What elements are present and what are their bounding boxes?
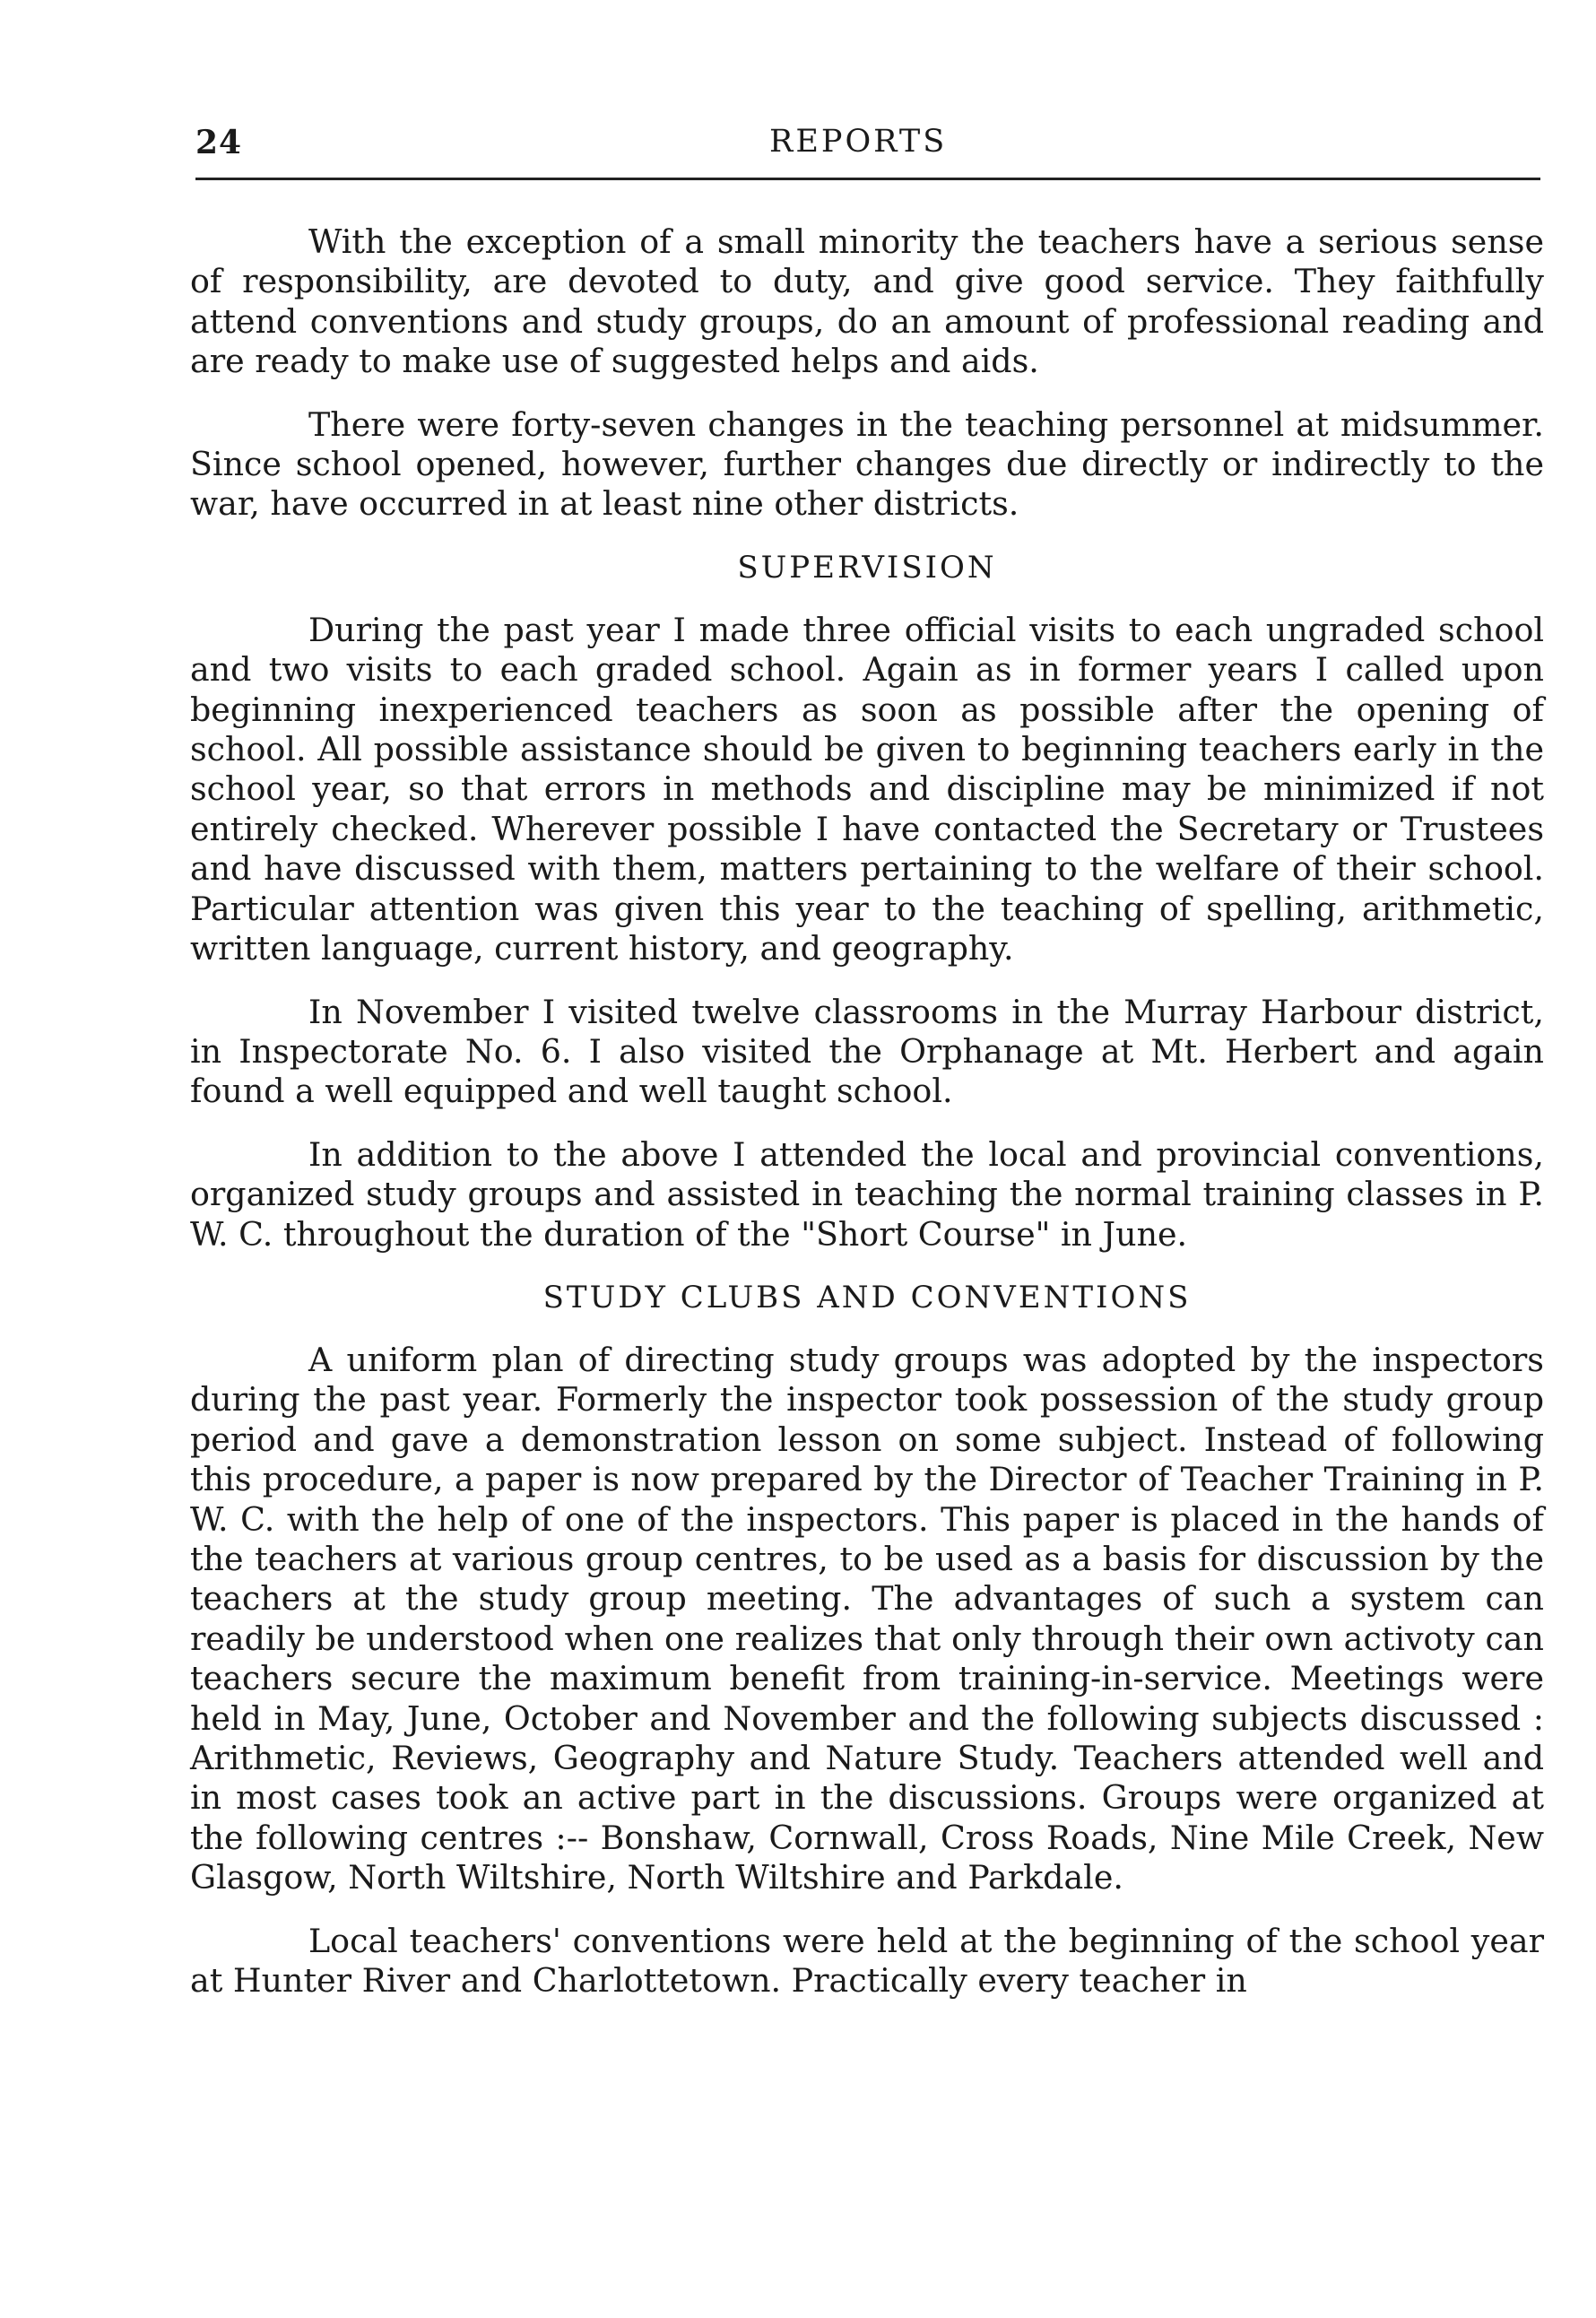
page-number: 24: [195, 124, 243, 161]
page-header: [195, 124, 1540, 178]
paragraph-november-visits: In November I visited twelve classrooms in the Murray Harbour district, in Inspectorate No. 6. I also visited the Orphanage at Mt. Herbert and again found a well equipped and well taught school.: [190, 992, 1544, 1111]
paragraph-personnel-changes: There were forty-seven changes in the teaching personnel at midsummer. Since school opened, however, further changes due directly or indirectly to the war, have occurred in at least nine other districts.: [190, 404, 1544, 524]
body-text: [190, 222, 1544, 2024]
paragraph-supervision-visits: During the past year I made three official visits to each ungraded school and two visits to each graded school. Again as in former years I called upon beginning inexperienced teachers as soon as possible after the opening of school. All possible assistance should be given to beginning teachers early in the school year, so that errors in methods and discipline may be minimized if not entirely checked. Wherever possible I have contacted the Secretary or Trustees and have discussed with them, matters pertaining to the welfare of their school. Particular attention was given this year to the teaching of spelling, arithmetic, written language, current history, and geography.: [190, 610, 1544, 968]
section-heading-study-clubs: STUDY CLUBS AND CONVENTIONS: [542, 1279, 1192, 1315]
running-head: REPORTS: [769, 124, 948, 160]
paragraph-teachers-responsibility: With the exception of a small minority the teachers have a serious sense of responsibility, are devoted to duty, and give good service. They faithfully attend conventions and study groups, do an amount of professional reading and are ready to make use of suggested helps and aids.: [190, 222, 1544, 381]
paragraph-conventions-attended: In addition to the above I attended the local and provincial conventions, organized study groups and assisted in teaching the normal training classes in P. W. C. throughout the duration of the "Short Course" in June.: [190, 1134, 1544, 1254]
paragraph-study-groups: A uniform plan of directing study groups was adopted by the inspectors during the past year. Formerly the inspector took possession of the study group period and gave a demonstration lesson on some subject. Instead of following this procedure, a paper is now prepared by the Director of Teacher Training in P. W. C. with the help of one of the inspectors. This paper is placed in the hands of the teachers at various group centres, to be used as a basis for discussion by the teachers at the study group meeting. The advantages of such a system can readily be understood when one realizes that only through their own activoty can teachers secure the maximum benefit from training-in-service. Meetings were held in May, June, October and November and the following subjects discussed : Arithmetic, Reviews, Geography and Nature Study. Teachers attended well and in most cases took an active part in the discussions. Groups were organized at the following centres :-- Bonshaw, Cornwall, Cross Roads, Nine Mile Creek, New Glasgow, North Wiltshire, North Wiltshire and Parkdale.: [190, 1340, 1544, 1897]
paragraph-local-conventions: Local teachers' conventions were held at the beginning of the school year at Hunter River and Charlottetown. Practically every teacher in: [190, 1921, 1544, 2001]
header-rule: [195, 178, 1540, 180]
section-heading-supervision: SUPERVISION: [737, 549, 997, 586]
